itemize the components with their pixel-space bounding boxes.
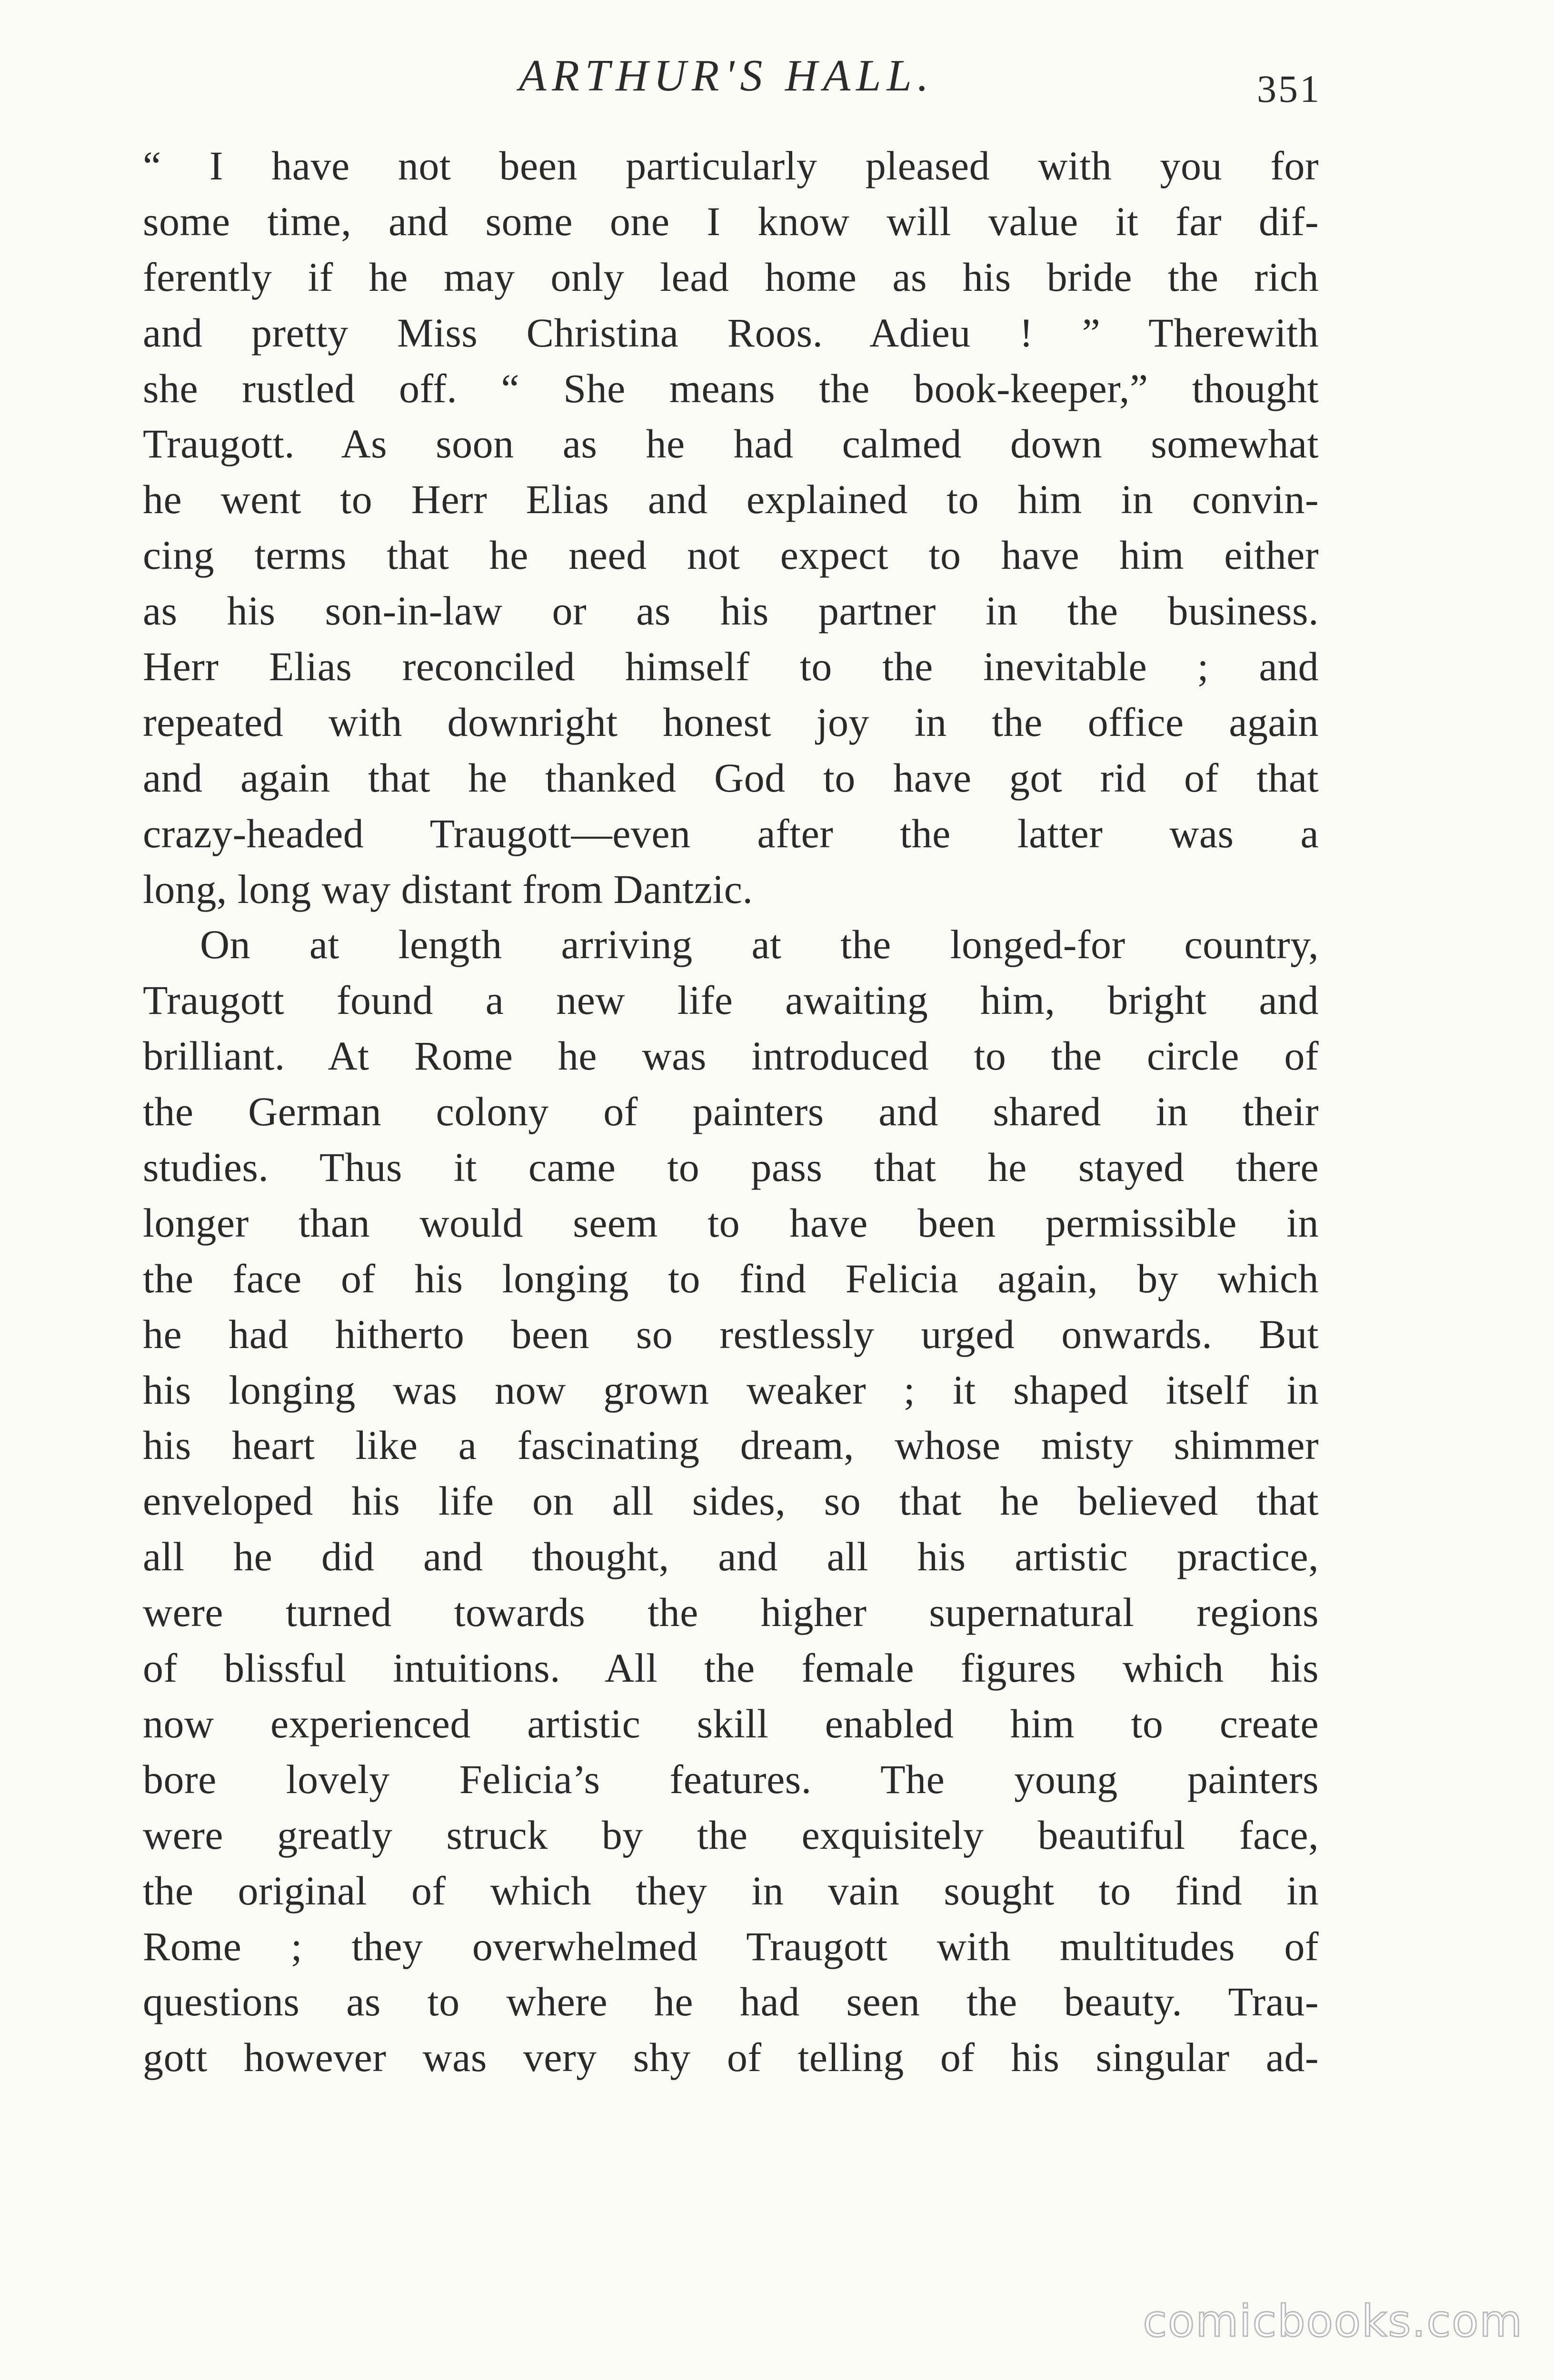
- text-line: as his son-in-law or as his partner in the business.: [143, 588, 1319, 634]
- running-head: [0, 45, 1554, 121]
- text-line: were turned towards the higher supernatural regions: [143, 1589, 1319, 1636]
- text-line: Rome ; they overwhelmed Traugott with multitudes of: [143, 1923, 1319, 1969]
- text-line: enveloped his life on all sides, so that he believed that: [143, 1478, 1319, 1524]
- text-line: brilliant. At Rome he was introduced to the circle of: [143, 1033, 1319, 1079]
- text-line: his longing was now grown weaker ; it shaped itself in: [143, 1367, 1319, 1413]
- text-line: she rustled off. “ She means the book-keeper,” thought: [143, 365, 1319, 411]
- text-line: repeated with downright honest joy in the office again: [143, 699, 1319, 745]
- text-line: bore lovely Felicia’s features. The young painters: [143, 1756, 1319, 1802]
- text-line: the face of his longing to find Felicia again, by which: [143, 1255, 1319, 1301]
- page-number: 351: [1257, 67, 1321, 110]
- text-line: questions as to where he had seen the beauty. Trau-: [143, 1979, 1319, 2025]
- text-line: Traugott found a new life awaiting him, bright and: [143, 977, 1319, 1023]
- text-line: and pretty Miss Christina Roos. Adieu ! ” Therewith: [143, 309, 1319, 356]
- text-line: crazy-headed Traugott—even after the latter was a: [143, 810, 1319, 856]
- paragraph-end-line: long, long way distant from Dantzic.: [143, 866, 753, 912]
- text-line: longer than would seem to have been permissible in: [143, 1200, 1319, 1246]
- text-line: studies. Thus it came to pass that he stayed there: [143, 1144, 1319, 1190]
- text-line: were greatly struck by the exquisitely beautiful face,: [143, 1812, 1319, 1858]
- text-line: Herr Elias reconciled himself to the inevitable ; and: [143, 644, 1319, 690]
- text-line: cing terms that he need not expect to have him either: [143, 532, 1319, 578]
- text-line: he went to Herr Elias and explained to him in convin-: [143, 476, 1319, 523]
- text-line: “ I have not been particularly pleased with you for: [143, 143, 1319, 188]
- watermark: comicbooks.com: [1143, 2296, 1523, 2347]
- text-line: and again that he thanked God to have got rid of that: [143, 754, 1319, 801]
- text-line: some time, and some one I know will value it far dif-: [143, 198, 1319, 244]
- text-line: now experienced artistic skill enabled him to create: [143, 1700, 1319, 1746]
- text-line: the German colony of painters and shared in their: [143, 1089, 1319, 1135]
- body-text: [143, 138, 1319, 2085]
- text-line: his heart like a fascinating dream, whose misty shimmer: [143, 1422, 1319, 1468]
- running-title: ARTHUR'S HALL.: [519, 51, 935, 100]
- text-line: of blissful intuitions. All the female figures which his: [143, 1645, 1319, 1691]
- text-line: the original of which they in vain sought to find in: [143, 1867, 1319, 1914]
- text-line: Traugott. As soon as he had calmed down somewhat: [143, 421, 1319, 467]
- text-line: gott however was very shy of telling of his singular ad-: [143, 2034, 1319, 2081]
- text-line: ferently if he may only lead home as his bride the rich: [143, 254, 1319, 300]
- text-line: all he did and thought, and all his artistic practice,: [143, 1534, 1319, 1580]
- text-line: he had hitherto been so restlessly urged onwards. But: [143, 1311, 1319, 1357]
- paragraph-first-line: On at length arriving at the longed-for country,: [200, 922, 1319, 968]
